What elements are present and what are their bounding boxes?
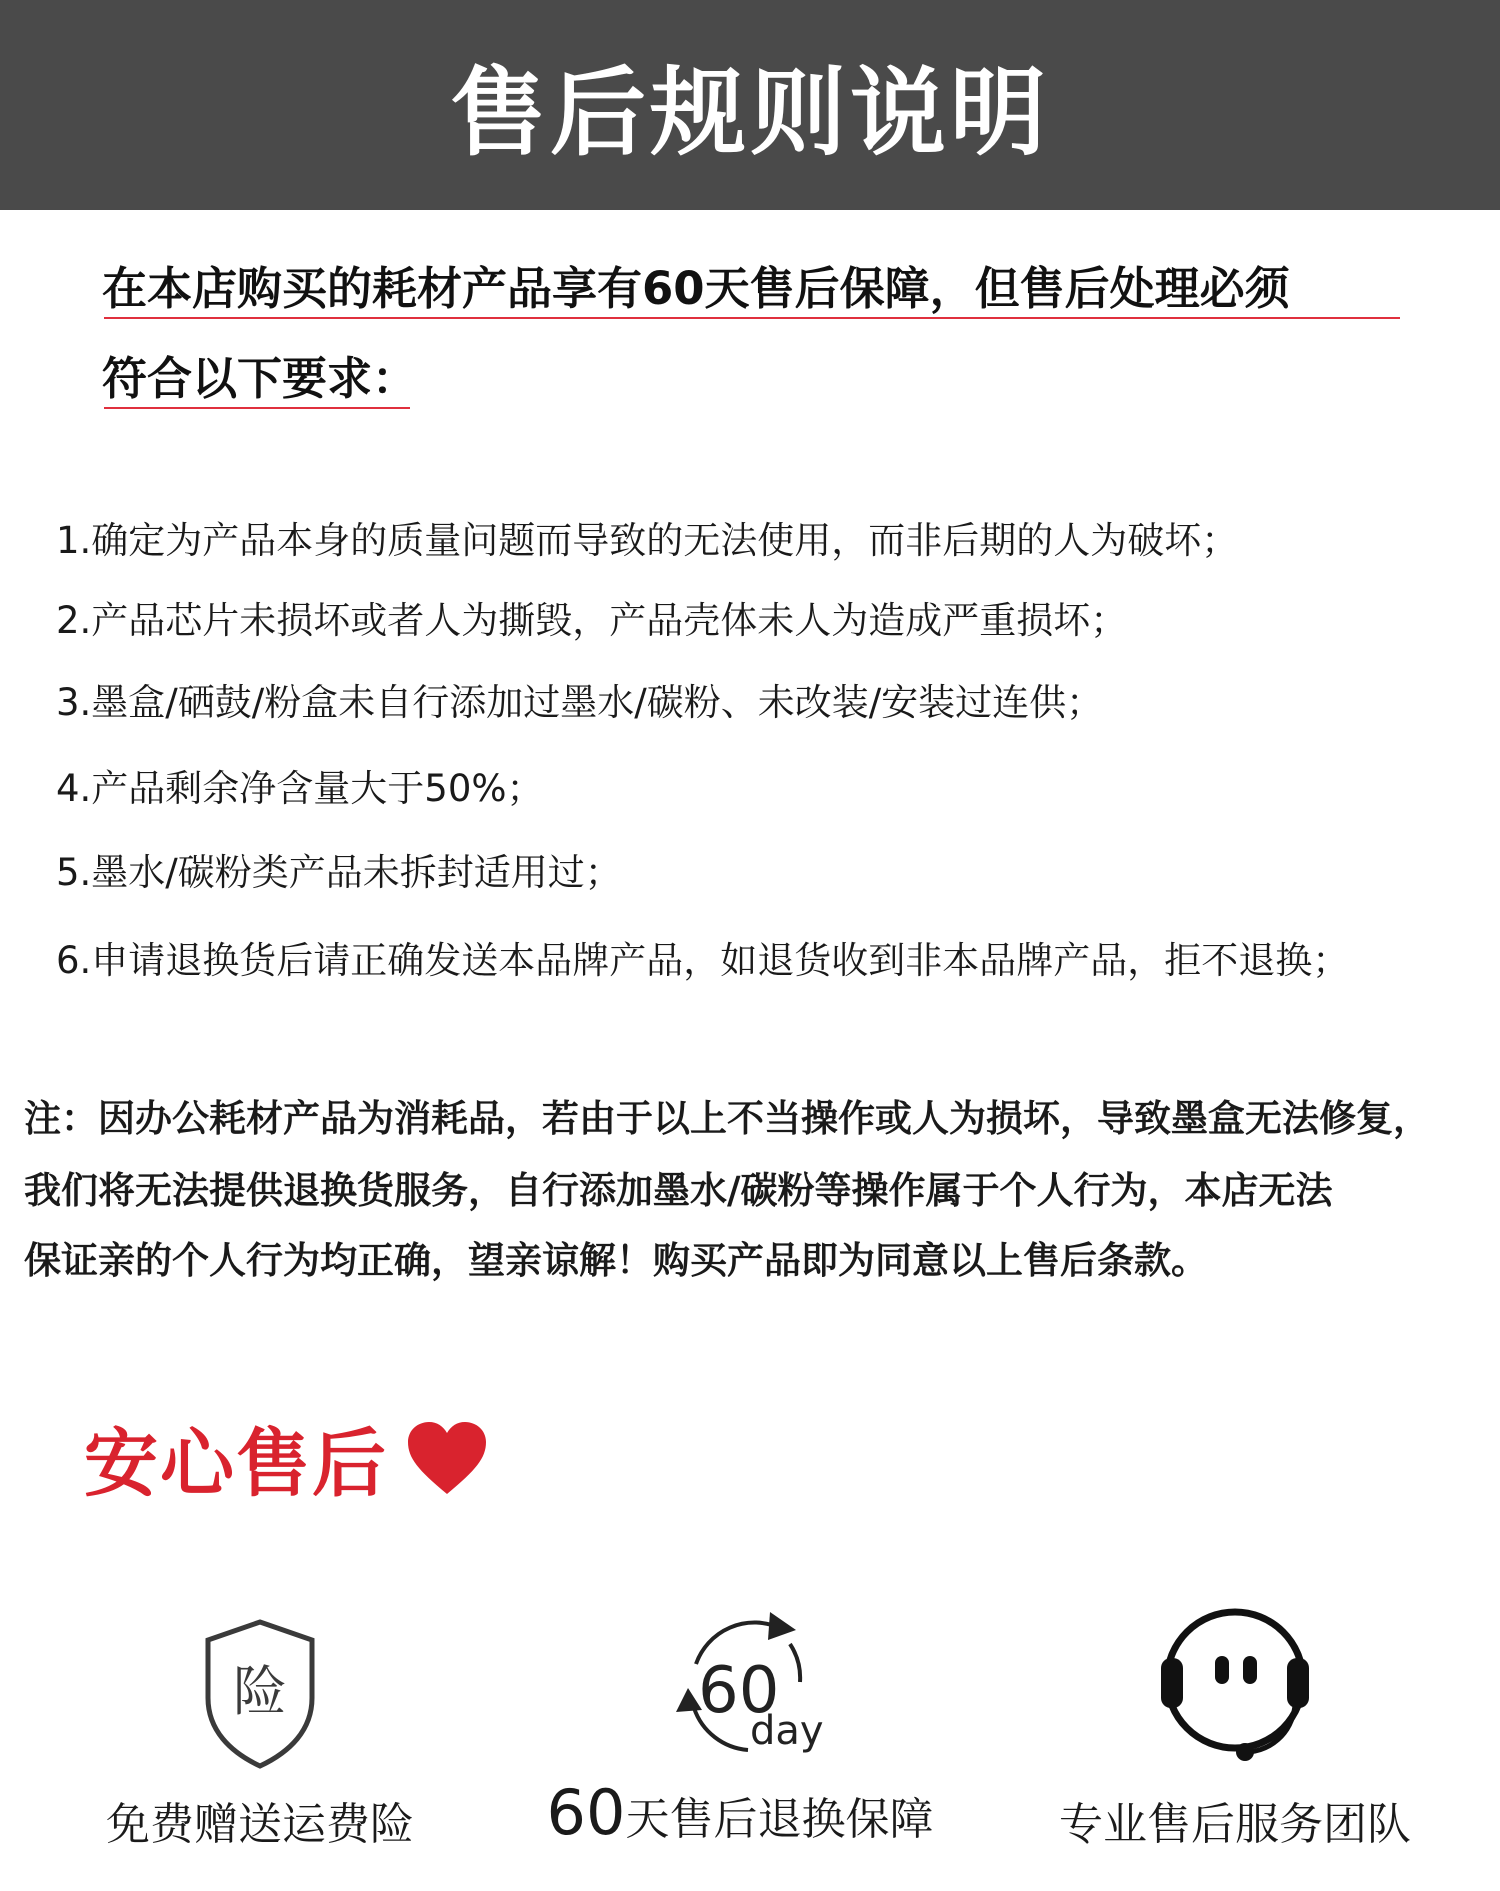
intro-underline-2 [104, 407, 410, 409]
intro-line-2 [102, 342, 417, 407]
rule-item: 2.产品芯片未损坏或者人为撕毁，产品壳体未人为造成严重损坏； [56, 599, 1128, 642]
feature-service-team [1005, 1600, 1465, 1850]
intro-text-1: 在本店购买的耗材产品享有60天售后保障，但售后处理必须 [102, 262, 1290, 315]
insurance-shield-icon [200, 1618, 320, 1770]
header-banner [0, 0, 1500, 210]
rule-item: 5.墨水/碳粉类产品未拆封适用过； [56, 851, 622, 894]
60-day-cycle-icon [640, 1600, 840, 1770]
feature-label-text: 天售后退换保障 [625, 1794, 934, 1845]
intro-underline-1 [104, 317, 1400, 319]
rule-item: 3.墨盒/硒鼓/粉盒未自行添加过墨水/碳粉、未改装/安装过连供； [56, 681, 1104, 724]
feature-60-day-guarantee [510, 1600, 970, 1849]
rule-item: 6.申请退换货后请正确发送本品牌产品，如退货收到非本品牌产品，拒不退换； [56, 939, 1350, 982]
note-line-1: 注：因办公耗材产品为消耗品，若由于以上不当操作或人为损坏，导致墨盒无法修复， [24, 1097, 1430, 1140]
note-line-2: 我们将无法提供退换货服务，自行添加墨水/碳粉等操作属于个人行为，本店无法 [24, 1169, 1333, 1212]
cycle-number: 60 [698, 1654, 780, 1728]
intro-text-2: 符合以下要求： [102, 352, 418, 405]
rule-item: 1.确定为产品本身的质量问题而导致的无法使用，而非后期的人为破坏； [56, 519, 1239, 562]
shield-text: 险 [233, 1660, 287, 1723]
customer-service-headset-icon [1145, 1600, 1325, 1770]
feature-label: 免费赠送运费险 [106, 1799, 414, 1850]
section-title [84, 1405, 488, 1511]
feature-label-number: 60 [546, 1776, 626, 1849]
feature-label: 专业售后服务团队 [1059, 1799, 1411, 1850]
feature-free-shipping-insurance [30, 1600, 490, 1850]
feature-label [510, 1776, 970, 1849]
cycle-unit: day [750, 1708, 824, 1754]
note-line-3: 保证亲的个人行为均正确，望亲谅解！购买产品即为同意以上售后条款。 [24, 1239, 1208, 1282]
rule-item: 4.产品剩余净含量大于50%； [56, 767, 544, 810]
intro-line-1 [102, 252, 1290, 317]
heart-icon [406, 1420, 488, 1496]
page-title: 售后规则说明 [450, 56, 1050, 169]
section-title-text: 安心售后 [84, 1421, 388, 1507]
